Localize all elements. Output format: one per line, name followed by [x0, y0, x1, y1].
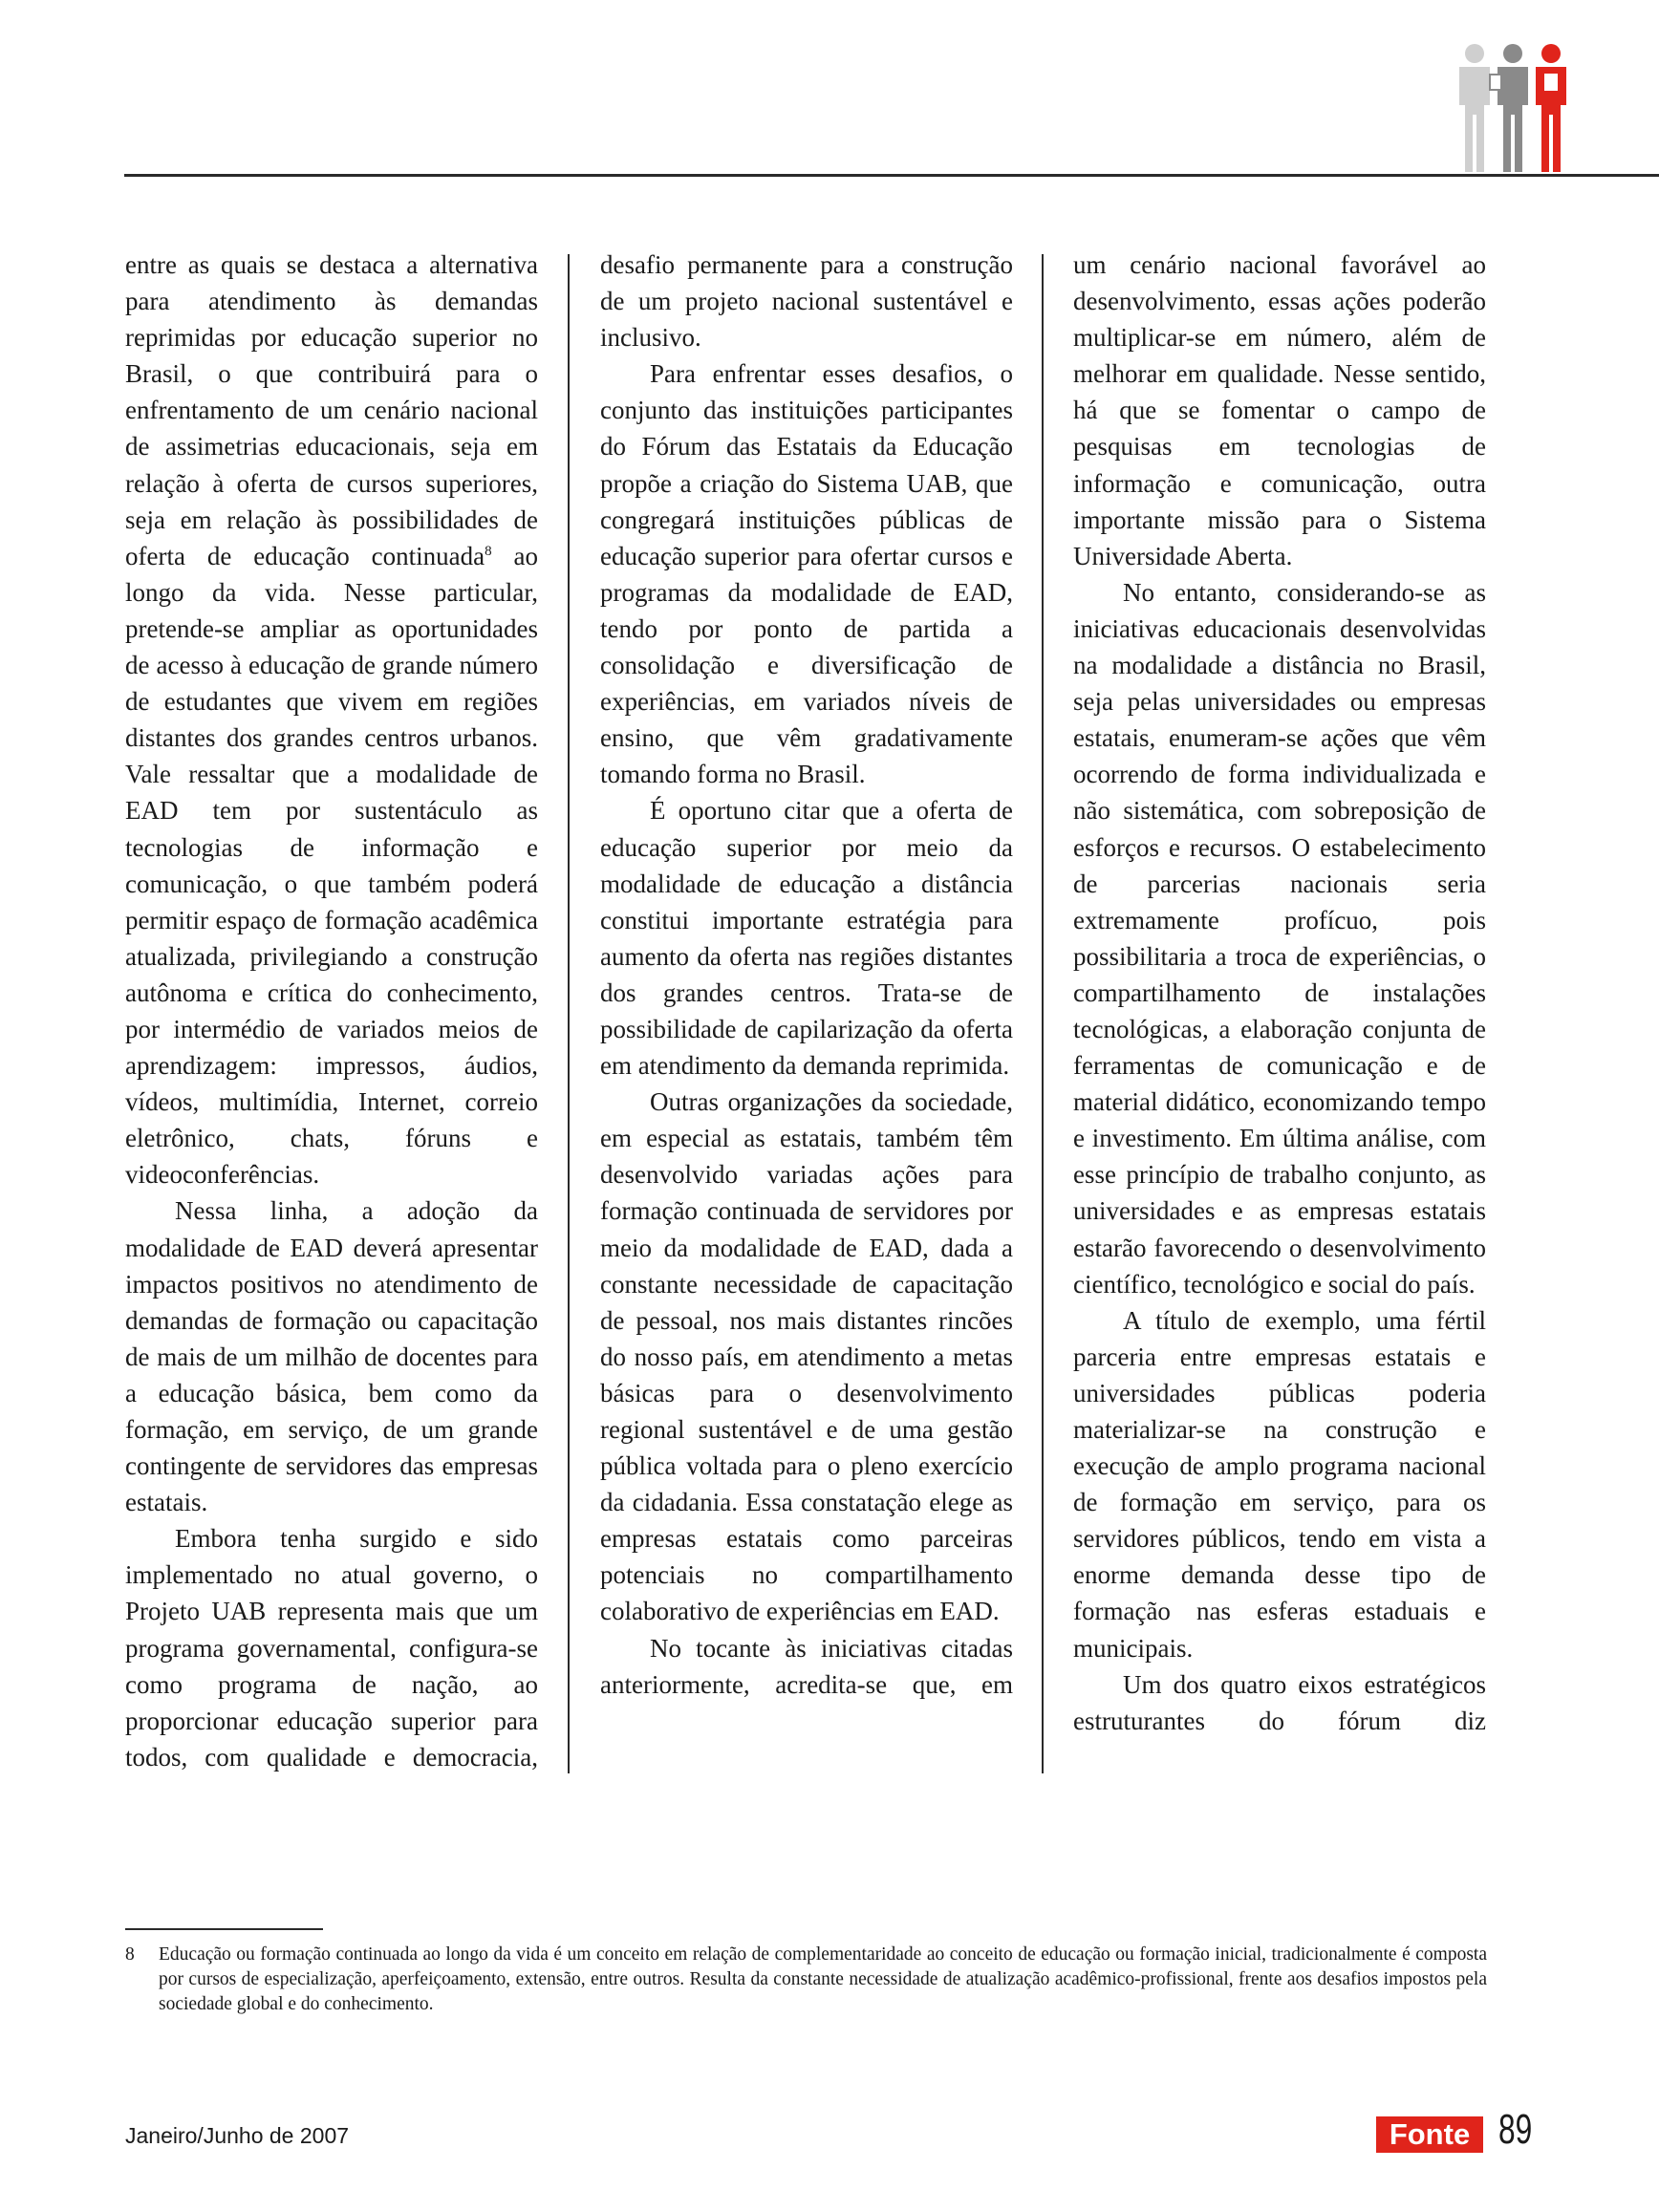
paragraph: entre as quais se destaca a alternativa para atendimento às demandas reprimidas por educação superior no Brasil, o que contribuirá para o enfrentamento de um cenário nacional de assimetrias educacionais, seja em relação à oferta de cursos superiores, seja em relação às possibilidades de oferta de educação continuada$^8$ ao longo da vida. Nesse particular, pretende-se ampliar as oportunidades de acesso à educação de grande número de estudantes que vivem em regiões distantes dos grandes centros urbanos. Vale ressaltar que a modalidade de EAD tem por sustentáculo as tecnologias de informação e comunicação, o que também poderá permitir espaço de formação acadêmica atualizada, privilegiando a construção autônoma e crítica do conhecimento, por intermédio de variados meios de aprendizagem: impressos, áudios, vídeos, multimídia, Internet, correio eletrônico, chats, fóruns e videoconferências. [125, 250, 539, 1190]
text-column-3 [1073, 247, 1486, 1739]
footnote-number: 8 [125, 1944, 135, 1965]
issue-date: Janeiro/Junho de 2007 [125, 2123, 350, 2148]
brand-logo: Fonte [1376, 2116, 1483, 2153]
footnote [125, 1943, 1487, 2017]
text-column-2 [600, 247, 1013, 1703]
paragraph: Outras organizações da sociedade, em especial as estatais, também têm desenvolvido variadas ações para formação continuada de servidores por meio da modalidade de EAD, dada a constante necessidade de capacitação de pessoal, nos mais distantes rincões do nosso país, em atendimento a metas básicas para o desenvolvimento regional sustentável e de uma gestão pública voltada para o pleno exercício da cidadania. Essa constatação elege as empresas estatais como parceiras potenciais no compartilhamento colaborativo de experiências em EAD. [600, 1087, 1013, 1626]
paragraph: É oportuno citar que a oferta de educação superior por meio da modalidade de educação a distância constitui importante estratégia para aumento da oferta nas regiões distantes dos grandes centros. Trata-se de possibilidade de capilarização da oferta em atendimento da demanda reprimida. [600, 796, 1013, 1081]
paragraph: Nessa linha, a adoção da modalidade de EAD deverá apresentar impactos positivos no atendimento de demandas de formação ou capacitação de mais de um milhão de docentes para a educação básica, bem como da formação, em serviço, de um grande contingente de servidores das empresas estatais. [125, 1196, 538, 1517]
text-column-1 [125, 247, 538, 1775]
paragraph: Para enfrentar esses desafios, o conjunto das instituições participantes do Fórum das Estatais da Educação propõe a criação do Sistema UAB, que congregará instituições públicas de educação superior para ofertar cursos e programas da modalidade de EAD, tendo por ponto de partida a consolidação e diversificação de experiências, em variados níveis de ensino, que vêm gradativamente tomando forma no Brasil. [600, 359, 1013, 789]
paragraph: desafio permanente para a construção de um projeto nacional sustentável e inclusivo. [600, 250, 1013, 353]
paragraph: Um dos quatro eixos estratégicos estruturantes do fórum diz [1073, 1669, 1486, 1735]
footnote-text: Educação ou formação continuada ao longo da vida é um conceito em relação de complementaridade ao conceito de educação ou formação inicial, tradicionalmente é composta por cursos de especialização, aperfeiçoamento, extensão, entre outros. Resulta da constante necessidade de atualização acadêmico-profissional, frente aos desafios impostos pela sociedade global e do conhecimento. [159, 1944, 1487, 2014]
column-divider [568, 254, 570, 1773]
footnote-reference[interactable]: 8 [485, 543, 492, 559]
paragraph: A título de exemplo, uma fértil parceria entre empresas estatais e universidades públicas poderia materializar-se na construção e execução de amplo programa nacional de formação em serviço, para os servidores públicos, tendo em vista a enorme demanda desse tipo de formação nas esferas estaduais e municipais. [1073, 1305, 1486, 1663]
paragraph: um cenário nacional favorável ao desenvolvimento, essas ações poderão multiplicar-se em número, além de melhorar em qualidade. Nesse sentido, há que se fomentar o campo de pesquisas em tecnologias de informação e comunicação, outra importante missão para o Sistema Universidade Aberta. [1073, 250, 1486, 570]
paragraph: No tocante às iniciativas citadas anteriormente, acredita-se que, em [600, 1633, 1013, 1699]
page-number: 89 [1498, 2106, 1533, 2153]
paragraph: Embora tenha surgido e sido implementado no atual governo, o Projeto UAB representa mais que um programa governamental, configura-se como programa de nação, ao proporcionar educação superior para todos, com qualidade e democracia, [125, 1524, 538, 1772]
three-people-icon [1448, 40, 1582, 174]
footnote-rule [125, 1928, 323, 1930]
paragraph: No entanto, considerando-se as iniciativas educacionais desenvolvidas na modalidade a distância no Brasil, seja pelas universidades ou empresas estatais, enumeram-se ações que vêm ocorrendo de forma individualizada e não sistemática, com sobreposição de esforços e recursos. O estabelecimento de parcerias nacionais seria extremamente profícuo, pois possibilitaria a troca de experiências, o compartilhamento de instalações tecnológicas, a elaboração conjunta de ferramentas de comunicação e de material didático, economizando tempo e investimento. Em última análise, com esse princípio de trabalho conjunto, as universidades e as empresas estatais estarão favorecendo o desenvolvimento científico, tecnológico e social do país. [1073, 577, 1486, 1299]
column-divider [1042, 254, 1044, 1773]
header-rule [124, 174, 1659, 177]
